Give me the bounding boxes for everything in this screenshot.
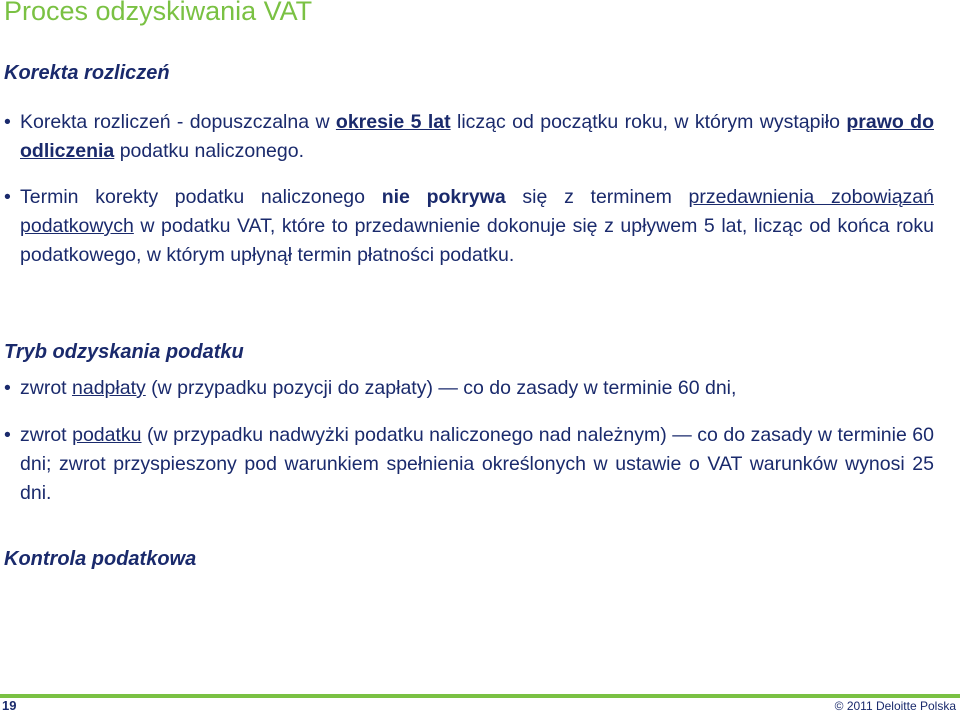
bullet-symbol: • — [4, 377, 11, 399]
bullet-text: Termin korekty podatku naliczonego nie pokrywa się z terminem przedawnienia zobowiązań podatkowych w podatku VAT, które to przedawnienie dokonuje się z upływem 5 lat, licząc od końca roku podatkowego, w którym upłynął termin płatności podatku. — [20, 186, 934, 266]
copyright-text: © 2011 Deloitte Polska — [834, 699, 956, 713]
bullet-zwrot-podatku — [4, 421, 934, 508]
emphasis-prawo: prawo do odliczenia — [20, 111, 934, 162]
page-number: 19 — [2, 698, 17, 713]
bullet-korekta-okres — [4, 108, 934, 166]
bullet-symbol: • — [4, 424, 11, 446]
section-heading-kontrola: Kontrola podatkowa — [4, 548, 197, 570]
emphasis-okres: okresie 5 lat — [335, 111, 451, 133]
slide-title: Proces odzyskiwania VAT — [4, 0, 313, 26]
underline-nadplaty: nadpłaty — [72, 377, 146, 399]
section-heading-korekta: Korekta rozliczeń — [4, 62, 170, 84]
underline-przedawnienie: przedawnienia zobowiązań podatkowych — [20, 186, 934, 237]
bullet-text: zwrot nadpłaty (w przypadku pozycji do zapłaty) — co do zasady w terminie 60 dni, — [20, 377, 737, 399]
bullet-text: Korekta rozliczeń - dopuszczalna w okresie 5 lat licząc od początku roku, w którym wystąpiło prawo do odliczenia podatku naliczonego. — [20, 111, 934, 162]
underline-podatku: podatku — [72, 424, 142, 446]
footer-divider — [0, 694, 960, 698]
bullet-zwrot-nadplaty — [4, 374, 934, 403]
emphasis-nie-pokrywa: nie pokrywa — [381, 186, 506, 208]
bullet-text: zwrot podatku (w przypadku nadwyżki podatku naliczonego nad należnym) — co do zasady w terminie 60 dni; zwrot przyspieszony pod warunkiem spełnienia określonych w ustawie o VAT warunków wynosi 25 dni. — [20, 424, 935, 504]
bullet-symbol: • — [4, 111, 11, 133]
section-heading-tryb: Tryb odzyskania podatku — [4, 341, 244, 363]
bullet-termin-korekty — [4, 183, 934, 270]
bullet-symbol: • — [4, 186, 11, 208]
